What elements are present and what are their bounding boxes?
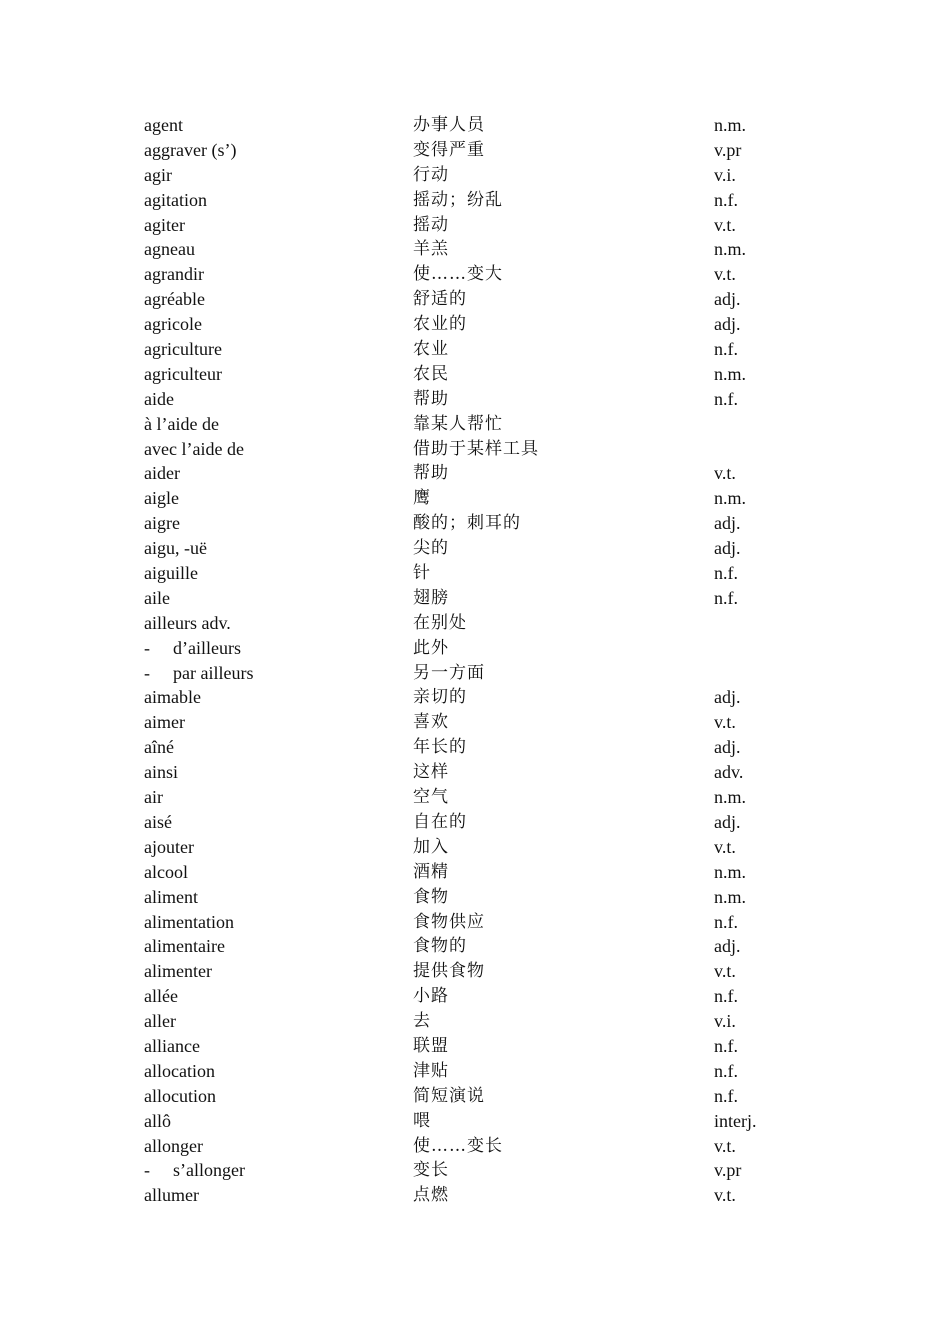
entry-meaning: 办事人员 — [413, 115, 485, 135]
entry-word-text: allonger — [144, 1135, 203, 1156]
entry-word-text: aide — [144, 388, 174, 409]
entry-word-text: agricole — [144, 314, 202, 335]
entry-meaning: 去 — [413, 1011, 431, 1032]
entry-meaning: 翅膀 — [413, 587, 449, 608]
entry-word — [144, 1084, 216, 1109]
vocab-entry — [144, 188, 844, 213]
sub-entry-dash: - — [144, 1160, 150, 1181]
entry-word-text: alimenter — [144, 961, 212, 982]
entry-meaning: 亲切的 — [413, 687, 467, 708]
entry-meaning: 针 — [413, 563, 431, 584]
entry-word-text: alliance — [144, 1035, 200, 1056]
vocab-entry — [144, 486, 844, 511]
entry-part-of-speech: v.pr — [714, 1160, 742, 1181]
entry-part-of-speech: n.f. — [714, 587, 738, 608]
entry-meaning: 农业的 — [413, 314, 467, 335]
entry-meaning: 津贴 — [413, 1060, 449, 1081]
vocab-entry — [144, 138, 844, 163]
entry-word — [144, 287, 205, 312]
entry-word-text: d’ailleurs — [173, 637, 241, 658]
entry-part-of-speech: n.f. — [714, 1085, 738, 1106]
entry-part-of-speech: v.t. — [714, 214, 736, 235]
entry-part-of-speech: n.f. — [714, 563, 738, 584]
vocab-entry — [144, 611, 844, 636]
entry-part-of-speech: n.m. — [714, 886, 747, 907]
entry-word — [144, 511, 180, 536]
entry-word — [144, 860, 188, 885]
entry-word — [144, 835, 194, 860]
entry-word — [144, 984, 178, 1009]
vocab-entry — [144, 237, 844, 262]
entry-part-of-speech: n.f. — [714, 189, 738, 210]
entry-word — [144, 636, 241, 661]
entry-part-of-speech: v.t. — [714, 1185, 736, 1206]
entry-part-of-speech: v.t. — [714, 836, 736, 857]
entry-word — [144, 934, 225, 959]
entry-part-of-speech: n.m. — [714, 488, 747, 509]
entry-word-text: allocation — [144, 1060, 215, 1081]
entry-word — [144, 1109, 171, 1134]
entry-meaning: 空气 — [413, 787, 449, 808]
vocab-entry — [144, 1034, 844, 1059]
vocab-entry — [144, 760, 844, 785]
entry-word-text: ailleurs adv. — [144, 612, 231, 633]
entry-word — [144, 362, 222, 387]
entry-meaning: 变长 — [413, 1160, 449, 1181]
entry-meaning: 鹰 — [413, 488, 431, 509]
vocabulary-list — [144, 113, 844, 1208]
entry-word-text: allocution — [144, 1085, 216, 1106]
entry-part-of-speech: adj. — [714, 513, 741, 534]
entry-word — [144, 461, 180, 486]
entry-word — [144, 412, 219, 437]
entry-word-text: agitation — [144, 189, 207, 210]
entry-word-text: agrandir — [144, 264, 204, 285]
entry-part-of-speech: n.f. — [714, 911, 738, 932]
entry-word-text: aider — [144, 463, 180, 484]
entry-word-text: ajouter — [144, 836, 194, 857]
vocab-entry — [144, 984, 844, 1009]
vocab-entry — [144, 511, 844, 536]
entry-word — [144, 387, 174, 412]
entry-meaning: 食物 — [413, 886, 449, 907]
vocab-entry — [144, 810, 844, 835]
entry-part-of-speech: adj. — [714, 936, 741, 957]
vocab-entry — [144, 1059, 844, 1084]
vocab-entry — [144, 710, 844, 735]
entry-word — [144, 138, 236, 163]
entry-word — [144, 188, 207, 213]
entry-word — [144, 685, 201, 710]
entry-meaning: 羊羔 — [413, 239, 449, 260]
entry-meaning: 摇动；纷乱 — [413, 189, 503, 210]
vocab-entry — [144, 1009, 844, 1034]
vocab-entry — [144, 437, 844, 462]
vocab-entry — [144, 910, 844, 935]
entry-part-of-speech: n.m. — [714, 861, 747, 882]
vocab-entry — [144, 685, 844, 710]
entry-part-of-speech: v.i. — [714, 164, 736, 185]
entry-part-of-speech: n.m. — [714, 363, 747, 384]
entry-word-text: alcool — [144, 861, 188, 882]
entry-word — [144, 561, 198, 586]
entry-word-text: aile — [144, 587, 170, 608]
vocab-entry — [144, 412, 844, 437]
entry-meaning: 此外 — [413, 637, 449, 658]
entry-word-text: aigre — [144, 513, 180, 534]
entry-word — [144, 760, 178, 785]
entry-word — [144, 163, 172, 188]
vocab-entry — [144, 387, 844, 412]
entry-meaning: 使……变长 — [413, 1135, 503, 1156]
entry-meaning: 变得严重 — [413, 139, 485, 160]
entry-part-of-speech: n.m. — [714, 239, 747, 260]
entry-word-text: alimentation — [144, 911, 234, 932]
entry-word-text: aggraver (s’) — [144, 139, 237, 160]
entry-word — [144, 661, 253, 686]
entry-part-of-speech: n.m. — [714, 115, 747, 135]
entry-part-of-speech: v.t. — [714, 264, 736, 285]
entry-word — [144, 1059, 215, 1084]
entry-meaning: 食物供应 — [413, 911, 485, 932]
vocab-entry — [144, 312, 844, 337]
entry-meaning: 喜欢 — [413, 712, 449, 733]
entry-word — [144, 486, 179, 511]
vocab-entry — [144, 885, 844, 910]
entry-meaning: 食物的 — [413, 936, 467, 957]
vocab-entry — [144, 213, 844, 238]
entry-word-text: agneau — [144, 239, 195, 260]
entry-word — [144, 586, 170, 611]
entry-word — [144, 1134, 203, 1159]
sub-entry-dash: - — [144, 637, 150, 658]
entry-meaning: 农民 — [413, 363, 449, 384]
entry-word — [144, 536, 207, 561]
entry-meaning: 点燃 — [413, 1185, 449, 1206]
entry-part-of-speech: n.f. — [714, 388, 738, 409]
entry-part-of-speech: n.m. — [714, 787, 747, 808]
entry-word — [144, 959, 212, 984]
entry-word-text: aigle — [144, 488, 179, 509]
entry-word — [144, 113, 183, 138]
entry-word-text: aliment — [144, 886, 198, 907]
entry-part-of-speech: v.t. — [714, 463, 736, 484]
entry-word-text: aisé — [144, 811, 172, 832]
entry-word — [144, 312, 202, 337]
vocab-entry — [144, 536, 844, 561]
entry-word — [144, 810, 172, 835]
entry-word-text: aîné — [144, 737, 174, 758]
entry-meaning: 加入 — [413, 836, 449, 857]
entry-part-of-speech: v.t. — [714, 1135, 736, 1156]
entry-word — [144, 437, 244, 462]
entry-part-of-speech: adj. — [714, 737, 741, 758]
entry-meaning: 帮助 — [413, 463, 449, 484]
vocab-entry — [144, 735, 844, 760]
entry-word — [144, 337, 222, 362]
vocab-entry — [144, 262, 844, 287]
entry-word-text: allée — [144, 986, 178, 1007]
vocab-entry — [144, 860, 844, 885]
entry-word-text: aimer — [144, 712, 185, 733]
vocab-entry — [144, 362, 844, 387]
entry-meaning: 联盟 — [413, 1035, 449, 1056]
entry-word — [144, 885, 198, 910]
vocab-entry — [144, 113, 844, 138]
sub-entry-dash: - — [144, 662, 150, 683]
vocab-entry — [144, 1084, 844, 1109]
entry-word-text: agriculture — [144, 339, 222, 360]
vocab-entry — [144, 959, 844, 984]
vocab-entry — [144, 835, 844, 860]
entry-word-text: allumer — [144, 1185, 199, 1206]
vocab-entry — [144, 1134, 844, 1159]
entry-part-of-speech: adj. — [714, 538, 741, 559]
entry-word — [144, 1158, 245, 1183]
entry-part-of-speech: v.t. — [714, 961, 736, 982]
entry-meaning: 舒适的 — [413, 289, 467, 310]
entry-meaning: 喂 — [413, 1110, 431, 1131]
entry-word-text: aimable — [144, 687, 201, 708]
entry-word-text: agiter — [144, 214, 185, 235]
entry-word-text: à l’aide de — [144, 413, 219, 434]
entry-part-of-speech: n.f. — [714, 986, 738, 1007]
vocab-entry — [144, 586, 844, 611]
entry-meaning: 这样 — [413, 762, 449, 783]
entry-word-text: aigu, -uë — [144, 538, 207, 559]
entry-meaning: 自在的 — [413, 811, 467, 832]
entry-part-of-speech: v.i. — [714, 1011, 736, 1032]
entry-word — [144, 237, 195, 262]
entry-meaning: 使……变大 — [413, 264, 503, 285]
entry-meaning: 酸的；刺耳的 — [413, 513, 521, 534]
entry-part-of-speech: n.f. — [714, 339, 738, 360]
entry-word-text: ainsi — [144, 762, 178, 783]
vocab-entry — [144, 1109, 844, 1134]
entry-word — [144, 1034, 200, 1059]
entry-word-text: air — [144, 787, 163, 808]
entry-word — [144, 735, 174, 760]
entry-part-of-speech: adv. — [714, 762, 744, 783]
entry-part-of-speech: adj. — [714, 314, 741, 335]
entry-word-text: agréable — [144, 289, 205, 310]
entry-meaning: 另一方面 — [413, 662, 485, 683]
entry-meaning: 在别处 — [413, 612, 467, 633]
vocab-entry — [144, 1183, 844, 1208]
entry-meaning: 提供食物 — [413, 961, 485, 982]
vocab-entry — [144, 1158, 844, 1183]
entry-meaning: 简短演说 — [413, 1085, 485, 1106]
entry-word — [144, 910, 234, 935]
entry-meaning: 帮助 — [413, 388, 449, 409]
entry-part-of-speech: adj. — [714, 811, 741, 832]
entry-word — [144, 785, 163, 810]
entry-word — [144, 1009, 176, 1034]
entry-meaning: 借助于某样工具 — [413, 438, 539, 459]
entry-part-of-speech: adj. — [714, 289, 741, 310]
entry-meaning: 农业 — [413, 339, 449, 360]
entry-meaning: 摇动 — [413, 214, 449, 235]
entry-word — [144, 710, 185, 735]
entry-word-text: agent — [144, 115, 183, 135]
vocab-entry — [144, 287, 844, 312]
entry-meaning: 尖的 — [413, 538, 449, 559]
entry-word-text: aiguille — [144, 563, 198, 584]
entry-word — [144, 1183, 199, 1208]
vocab-entry — [144, 636, 844, 661]
entry-meaning: 行动 — [413, 164, 449, 185]
entry-part-of-speech: interj. — [714, 1110, 757, 1131]
entry-word-text: agir — [144, 164, 172, 185]
entry-meaning: 小路 — [413, 986, 449, 1007]
entry-meaning: 酒精 — [413, 861, 449, 882]
entry-part-of-speech: n.f. — [714, 1035, 738, 1056]
entry-part-of-speech: adj. — [714, 687, 741, 708]
vocab-entry — [144, 163, 844, 188]
entry-word-text: allô — [144, 1110, 171, 1131]
entry-word-text: agriculteur — [144, 363, 222, 384]
entry-word-text: par ailleurs — [173, 662, 254, 683]
vocab-entry — [144, 561, 844, 586]
vocab-entry — [144, 337, 844, 362]
entry-part-of-speech: v.pr — [714, 139, 742, 160]
entry-word — [144, 262, 204, 287]
entry-word — [144, 611, 231, 636]
entry-word — [144, 213, 185, 238]
entry-meaning: 靠某人帮忙 — [413, 413, 503, 434]
entry-part-of-speech: n.f. — [714, 1060, 738, 1081]
entry-word-text: alimentaire — [144, 936, 225, 957]
vocab-entry — [144, 785, 844, 810]
entry-word-text: aller — [144, 1011, 176, 1032]
entry-word-text: avec l’aide de — [144, 438, 244, 459]
entry-meaning: 年长的 — [413, 737, 467, 758]
entry-part-of-speech: v.t. — [714, 712, 736, 733]
vocab-entry — [144, 934, 844, 959]
vocab-entry — [144, 461, 844, 486]
vocab-entry — [144, 661, 844, 686]
entry-word-text: s’allonger — [173, 1160, 245, 1181]
